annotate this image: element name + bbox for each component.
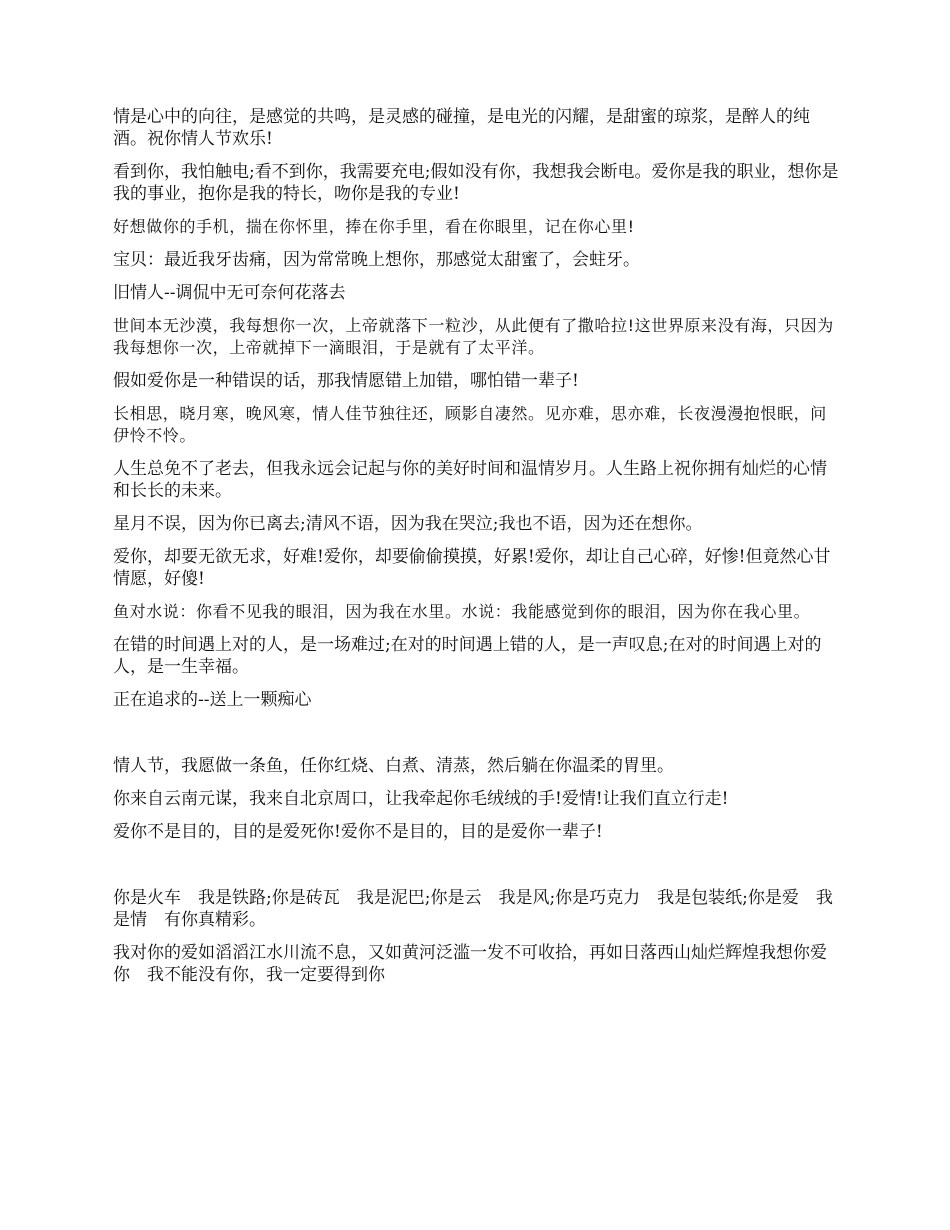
section-heading: 正在追求的--送上一颗痴心 [113, 690, 312, 710]
paragraph: 宝贝：最近我牙齿痛，因为常常晚上想你，那感觉太甜蜜了，会蛀牙。 [113, 250, 640, 270]
paragraph: 情是心中的向往，是感觉的共鸣，是灵感的碰撞，是电光的闪耀，是甜蜜的琼浆，是醉人的纯酒。祝你情人节欢乐! [113, 107, 810, 149]
paragraph: 假如爱你是一种错误的话，那我情愿错上加错，哪怕错一辈子! [113, 371, 579, 391]
paragraph: 鱼对水说：你看不见我的眼泪，因为我在水里。水说：我能感觉到你的眼泪，因为你在我心里。 [113, 602, 811, 621]
paragraph: 看到你，我怕触电;看不到你，我需要充电;假如没有你，我想我会断电。爱你是我的职业，想你是我的事业，抱你是我的特长，吻你是我的专业! [113, 162, 839, 204]
paragraph: 爱你不是目的，目的是爱死你!爱你不是目的，目的是爱你一辈子! [113, 822, 603, 842]
paragraph: 人生总免不了老去，但我永远会记起与你的美好时间和温情岁月。人生路上祝你拥有灿烂的心情和长长的未来。 [113, 459, 827, 501]
paragraph: 你来自云南元谋，我来自北京周口，让我牵起你毛绒绒的手!爱情!让我们直立行走! [113, 789, 729, 809]
paragraph: 在错的时间遇上对的人，是一场难过;在对的时间遇上错的人，是一声叹息;在对的时间遇上对的人，是一生幸福。 [113, 635, 822, 677]
paragraph: 我对你的爱如滔滔江水川流不息，又如黄河泛滥一发不可收拾，再如日落西山灿烂辉煌我想你爱你 我不能没有你，我一定要得到你 [113, 943, 827, 985]
blank-line [113, 722, 840, 755]
paragraph: 好想做你的手机，揣在你怀里，捧在你手里，看在你眼里，记在你心里! [113, 217, 635, 236]
document-body [113, 106, 840, 997]
paragraph: 你是火车 我是铁路;你是砖瓦 我是泥巴;你是云 我是风;你是巧克力 我是包装纸;你是爱 我是情 有你真精彩。 [113, 888, 833, 930]
paragraph: 爱你，却要无欲无求，好难!爱你，却要偷偷摸摸，好累!爱你，却让自己心碎，好惨!但竟然心甘情愿，好傻! [113, 547, 831, 589]
blank-line [113, 854, 840, 887]
paragraph: 世间本无沙漠，我每想你一次，上帝就落下一粒沙，从此便有了撒哈拉!这世界原来没有海，只因为我每想你一次，上帝就掉下一滴眼泪，于是就有了太平洋。 [113, 316, 834, 357]
paragraph: 星月不误，因为你已离去;清风不语，因为我在哭泣;我也不语，因为还在想你。 [113, 514, 703, 534]
section-heading: 旧情人--调侃中无可奈何花落去 [113, 283, 346, 303]
paragraph: 情人节，我愿做一条鱼，任你红烧、白煮、清蒸，然后躺在你温柔的胃里。 [113, 756, 674, 776]
paragraph: 长相思，晓月寒，晚风寒，情人佳节独往还，顾影自凄然。见亦难，思亦难，长夜漫漫抱恨眠，问伊怜不怜。 [113, 404, 827, 445]
